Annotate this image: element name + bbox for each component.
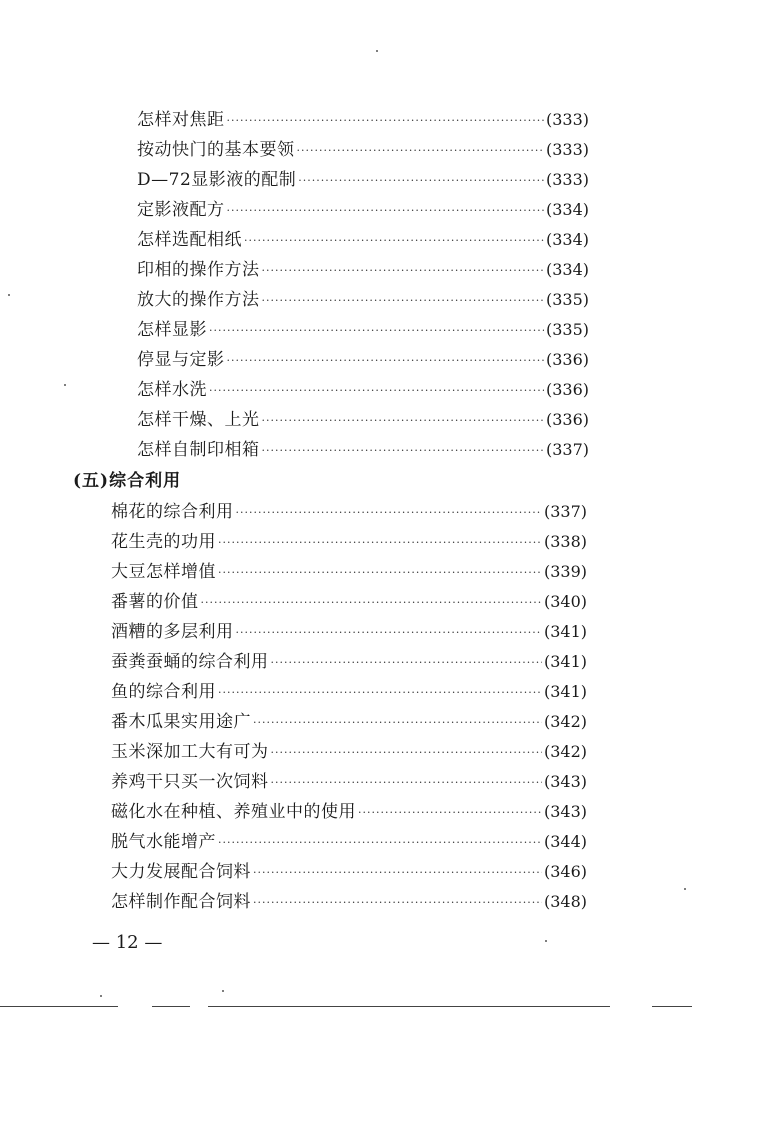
toc-entry [137, 375, 589, 405]
toc-entry-page: (333) [545, 140, 589, 159]
toc-entry [137, 405, 589, 435]
toc-entry-page: (341) [543, 622, 587, 641]
toc-entry-title: 怎样制作配合饲料 [111, 892, 251, 912]
toc-entry-page: (346) [543, 862, 587, 881]
toc-entry [137, 315, 589, 345]
toc-entry-title: 怎样显影 [137, 320, 207, 340]
toc-entry-title: 印相的操作方法 [137, 260, 260, 280]
toc-entry-page: (336) [545, 410, 589, 429]
toc-entry-title: 玉米深加工大有可为 [111, 742, 269, 762]
toc-entry [137, 135, 589, 165]
toc-leader-dots [253, 858, 542, 888]
toc-leader-dots [253, 708, 542, 738]
toc-entry-title: D—72显影液的配制 [137, 170, 297, 190]
toc-leader-dots [209, 376, 544, 406]
scan-speck [684, 888, 686, 890]
toc-entry [111, 527, 587, 557]
section-heading: (五)综合利用 [73, 471, 182, 491]
toc-leader-dots [218, 678, 542, 708]
toc-entry-page: (348) [543, 892, 587, 911]
toc-leader-dots [227, 346, 544, 376]
toc-entry-title: 怎样干燥、上光 [137, 410, 260, 430]
toc-entry [111, 827, 587, 857]
scan-speck [64, 384, 66, 386]
toc-entry-page: (338) [543, 532, 587, 551]
toc-entry-title: 大豆怎样增值 [111, 562, 216, 582]
scan-speck [376, 50, 378, 52]
toc-entry-title: 养鸡干只买一次饲料 [111, 772, 269, 792]
scan-speck [545, 940, 547, 942]
toc-entry-title: 停显与定影 [137, 350, 225, 370]
toc-leader-dots [262, 406, 544, 436]
toc-entry-title: 怎样自制印相箱 [137, 440, 260, 460]
toc-entry-title: 磁化水在种植、养殖业中的使用 [111, 802, 356, 822]
toc-entry [111, 557, 587, 587]
toc-leader-dots [218, 828, 542, 858]
toc-entry [137, 195, 589, 225]
scan-speck [222, 990, 224, 992]
toc-leader-dots [244, 226, 544, 256]
toc-entry-page: (342) [543, 712, 587, 731]
scan-rule [152, 1006, 190, 1007]
toc-leader-dots [227, 196, 544, 226]
toc-entry-page: (344) [543, 832, 587, 851]
toc-entry [137, 225, 589, 255]
toc-leader-dots [358, 798, 542, 828]
toc-leader-dots [271, 738, 542, 768]
toc-entry-page: (337) [543, 502, 587, 521]
toc-entry [137, 435, 589, 465]
toc-entry-title: 怎样对焦距 [137, 110, 225, 130]
toc-entry-page: (339) [543, 562, 587, 581]
toc-entry-page: (337) [545, 440, 589, 459]
toc-entry-page: (342) [543, 742, 587, 761]
toc-entry [111, 497, 587, 527]
toc-entry [111, 857, 587, 887]
toc-entry [137, 255, 589, 285]
scan-speck [100, 995, 102, 997]
toc-leader-dots [262, 256, 544, 286]
toc-leader-dots [201, 588, 542, 618]
toc-leader-dots [209, 316, 544, 346]
toc-entry-page: (335) [545, 290, 589, 309]
toc-entry-title: 按动快门的基本要领 [137, 140, 295, 160]
toc-entry [137, 285, 589, 315]
toc-leader-dots [236, 498, 542, 528]
toc-entry-page: (334) [545, 260, 589, 279]
toc-entry-page: (333) [545, 170, 589, 189]
toc-entry-title: 棉花的综合利用 [111, 502, 234, 522]
toc-entry-page: (341) [543, 682, 587, 701]
page-number: — 12 — [92, 932, 163, 953]
toc-entry-title: 花生壳的功用 [111, 532, 216, 552]
toc-entry [137, 165, 589, 195]
toc-entry-page: (335) [545, 320, 589, 339]
toc-entry-page: (336) [545, 350, 589, 369]
toc-entry [111, 887, 587, 917]
toc-entry [137, 105, 589, 135]
toc-entry [111, 677, 587, 707]
toc-entry [111, 587, 587, 617]
toc-entry-title: 定影液配方 [137, 200, 225, 220]
toc-entry [111, 797, 587, 827]
toc-leader-dots [262, 286, 544, 316]
toc-leader-dots [236, 618, 542, 648]
toc-leader-dots [298, 166, 544, 196]
toc-entry-page: (334) [545, 200, 589, 219]
toc-entry [137, 345, 589, 375]
toc-leader-dots [271, 648, 542, 678]
toc-leader-dots [253, 888, 542, 918]
toc-entry [111, 647, 587, 677]
toc-entry-page: (340) [543, 592, 587, 611]
toc-entry-page: (343) [543, 802, 587, 821]
toc-leader-dots [218, 528, 542, 558]
toc-entry-title: 放大的操作方法 [137, 290, 260, 310]
toc-entry-title: 番木瓜果实用途广 [111, 712, 251, 732]
scan-speck [8, 294, 10, 296]
scan-rule [0, 1006, 118, 1007]
toc-entry [111, 737, 587, 767]
toc-entry-title: 怎样水洗 [137, 380, 207, 400]
toc-entry-title: 脱气水能增产 [111, 832, 216, 852]
toc-entry-title: 酒糟的多层利用 [111, 622, 234, 642]
toc-entry-title: 蚕粪蚕蛹的综合利用 [111, 652, 269, 672]
toc-entry-page: (336) [545, 380, 589, 399]
toc-entry-page: (333) [545, 110, 589, 129]
toc-entry [111, 617, 587, 647]
toc-entry-title: 鱼的综合利用 [111, 682, 216, 702]
toc-entry-page: (341) [543, 652, 587, 671]
toc-leader-dots [271, 768, 542, 798]
toc-leader-dots [227, 106, 544, 136]
toc-leader-dots [297, 136, 544, 166]
toc-leader-dots [218, 558, 542, 588]
toc-entry-title: 大力发展配合饲料 [111, 862, 251, 882]
toc-entry-title: 怎样选配相纸 [137, 230, 242, 250]
toc-entry [111, 767, 587, 797]
scan-rule [208, 1006, 610, 1007]
toc-leader-dots [262, 436, 544, 466]
toc-entry-page: (343) [543, 772, 587, 791]
toc-entry-page: (334) [545, 230, 589, 249]
scan-rule [652, 1006, 692, 1007]
toc-entry [111, 707, 587, 737]
toc-entry-title: 番薯的价值 [111, 592, 199, 612]
